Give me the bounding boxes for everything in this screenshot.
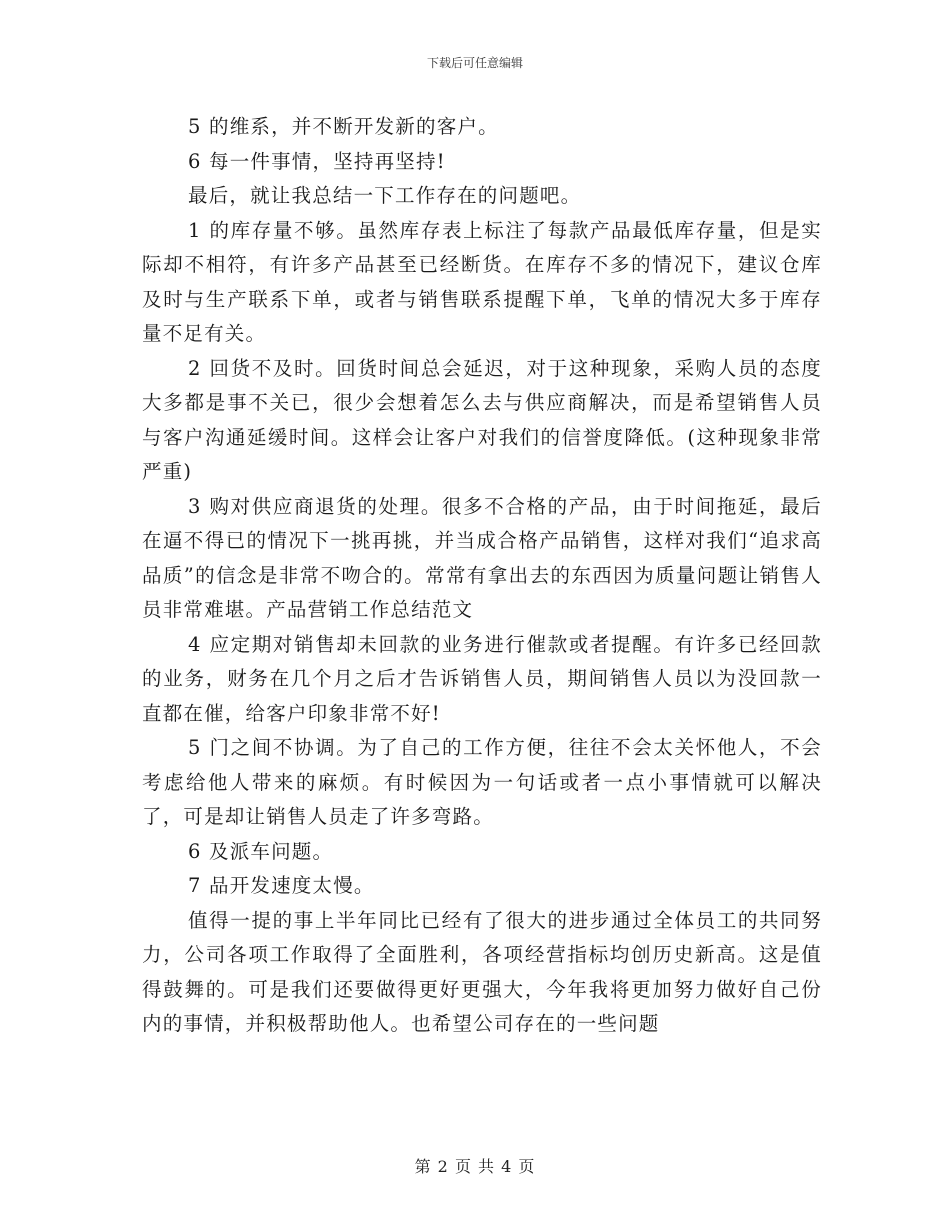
page-header: 下载后可任意编辑 xyxy=(426,56,523,70)
paragraph: 2 回货不及时。回货时间总会延迟，对于这种现象，采购人员的态度大多都是事不关已，很少会想着怎么去与供应商解决，而是希望销售人员与客户沟通延缓时间。这样会让客户对我们的信誉度降低。(这种现象非常严重) xyxy=(142,356,822,483)
paragraph: 7 品开发速度太慢。 xyxy=(188,874,375,897)
paragraph: 最后，就让我总结一下工作存在的问题吧。 xyxy=(188,184,582,207)
paragraph: 6 每一件事情，坚持再坚持! xyxy=(188,149,446,173)
paragraph: 1 的库存量不够。虽然库存表上标注了每款产品最低库存量，但是实际却不相符，有许多产品甚至已经断货。在库存不多的情况下，建议仓库及时与生产联系下单，或者与销售联系提醒下单，飞单的情况大多于库存量不足有关。 xyxy=(142,218,822,345)
page-number-footer: 第 2 页 共 4 页 xyxy=(414,1157,536,1176)
paragraph: 值得一提的事上半年同比已经有了很大的进步通过全体员工的共同努力，公司各项工作取得了全面胜利，各项经营指标均创历史新高。这是值得鼓舞的。可是我们还要做得更好更强大，今年我将更加努力做好自己份内的事情，并积极帮助他人。也希望公司存在的一些问题 xyxy=(142,908,822,1035)
document-body xyxy=(142,110,822,1042)
paragraph: 5 的维系，并不断开发新的客户。 xyxy=(188,115,499,138)
paragraph: 4 应定期对销售却未回款的业务进行催款或者提醒。有许多已经回款的业务，财务在几个月之后才告诉销售人员，期间销售人员以为没回款一直都在催，给客户印象非常不好! xyxy=(142,632,822,725)
paragraph: 6 及派车问题。 xyxy=(188,839,334,863)
paragraph: 5 门之间不协调。为了自己的工作方便，往往不会太关怀他人，不会考虑给他人带来的麻烦。有时候因为一句话或者一点小事情就可以解决了，可是却让销售人员走了许多弯路。 xyxy=(142,736,822,828)
paragraph: 3 购对供应商退货的处理。很多不合格的产品，由于时间拖延，最后在逼不得已的情况下一挑再挑，并当成合格产品销售，这样对我们“追求高品质”的信念是非常不吻合的。常常有拿出去的东西因为质量问题让销售人员非常难堪。产品营销工作总结范文 xyxy=(142,494,822,621)
